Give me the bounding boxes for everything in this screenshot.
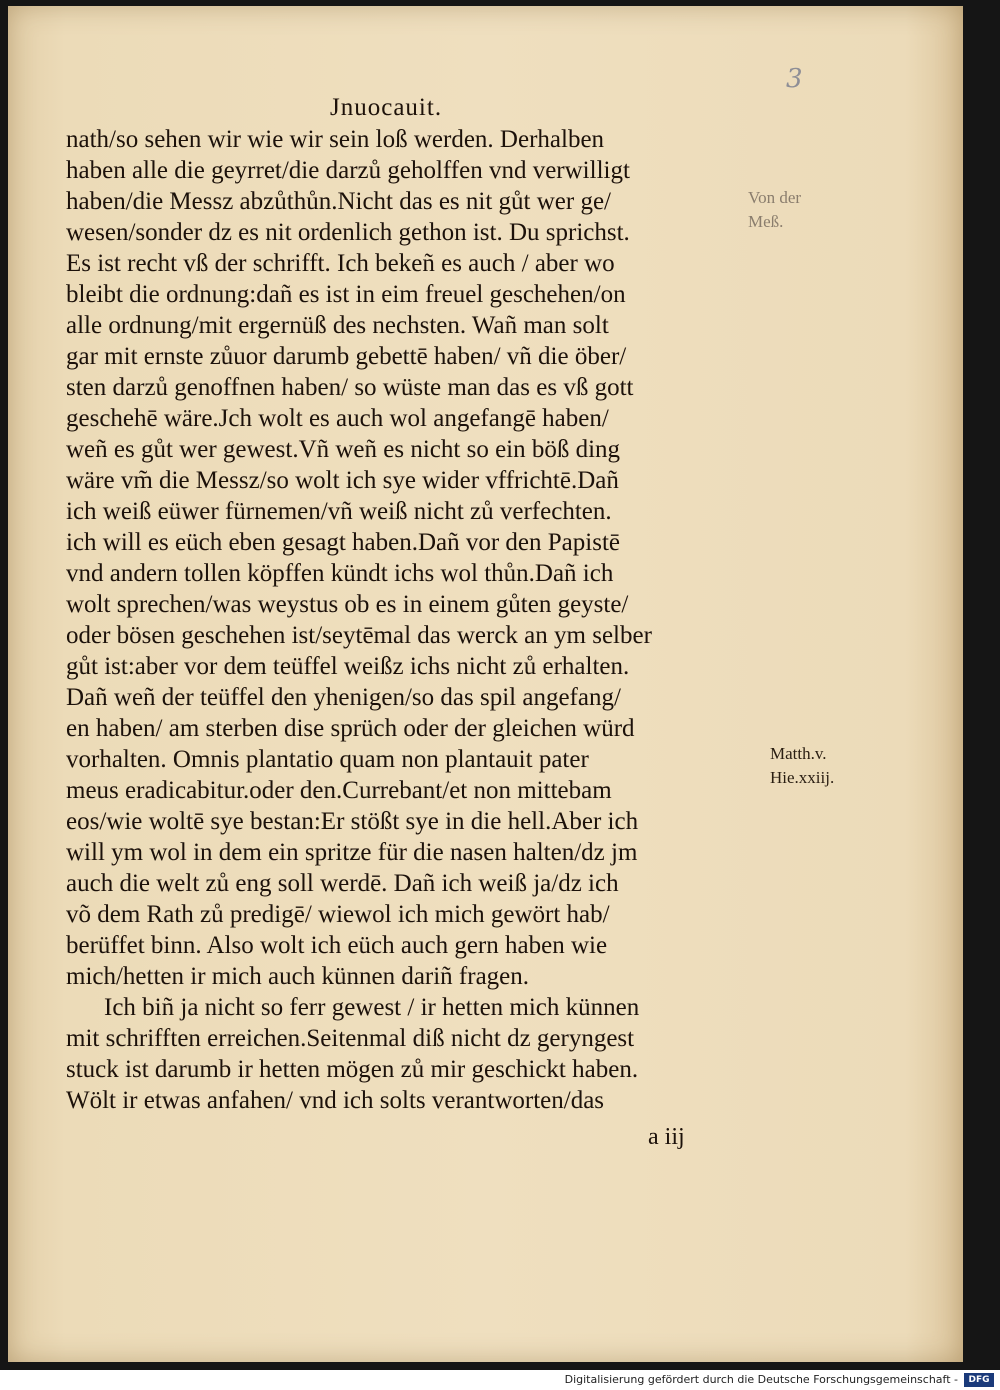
text-line: berüffet binn. Also wolt ich eüch auch gern haben wie — [66, 932, 608, 959]
text-line: wesen/sonder dz es nit ordenlich gethon ist. Du sprichst. — [66, 219, 630, 246]
text-line: vorhalten. Omnis plantatio quam non plantauit pater — [66, 746, 589, 773]
text-line: mit schrifften erreichen.Seitenmal diß nicht dz geryngest — [66, 1025, 635, 1052]
text-line: võ dem Rath zů predigē/ wiewol ich mich gewört hab/ — [66, 901, 610, 928]
text-line: wolt sprechen/was weystus ob es in einem gůten geyste/ — [66, 591, 629, 618]
footer-bar — [0, 1370, 1000, 1390]
text-line: gar mit ernste zůuor darumb gebettē haben/ vñ die öber/ — [66, 343, 627, 370]
text-line: Es ist recht vß der schrifft. Ich bekeñ es auch / aber wo — [66, 250, 615, 277]
text-line: vnd andern tollen köpffen kündt ichs wol thůn.Dañ ich — [66, 560, 614, 587]
text-line: Wölt ir etwas anfahen/ vnd ich solts verantworten/das — [66, 1087, 605, 1114]
margin-note: Von der — [748, 188, 802, 207]
text-line: will ym wol in dem ein spritze für die nasen halten/dz jm — [66, 839, 638, 866]
margin-note: Hie.xxiij. — [770, 768, 835, 787]
text-line: gůt ist:aber vor dem teüffel weißz ichs nicht zů erhalten. — [66, 653, 630, 680]
dfg-logo: DFG — [964, 1373, 994, 1387]
text-line: geschehē wäre.Jch wolt es auch wol angefangē haben/ — [66, 405, 609, 432]
funding-credit: Digitalisierung gefördert durch die Deutsche Forschungsgemeinschaft - — [564, 1373, 958, 1386]
text-line: Ich biñ ja nicht so ferr gewest / ir hetten mich künnen — [104, 994, 640, 1021]
text-line: bleibt die ordnung:dañ es ist in eim freuel geschehen/on — [66, 281, 626, 308]
text-line: ich weiß eüwer fürnemen/vñ weiß nicht zů verfechten. — [66, 498, 612, 525]
text-line: sten darzů genoffnen haben/ so wüste man das es vß gott — [66, 374, 634, 401]
text-line: meus eradicabitur.oder den.Currebant/et non mittebam — [66, 777, 612, 804]
margin-note: Matth.v. — [770, 744, 827, 763]
text-line: auch die welt zů eng soll werdē. Dañ ich weiß ja/dz ich — [66, 870, 619, 897]
text-line: stuck ist darumb ir hetten mögen zů mir geschickt haben. — [66, 1056, 639, 1083]
margin-note: Meß. — [748, 212, 784, 231]
catchword-signature: a iij — [648, 1124, 685, 1150]
text-line: nath/so sehen wir wie wir sein loß werden. Derhalben — [66, 126, 605, 153]
book-page — [8, 6, 963, 1362]
text-line: haben/die Messz abzůthůn.Nicht das es nit gůt wer ge/ — [66, 188, 611, 215]
text-line: en haben/ am sterben dise sprüch oder der gleichen würd — [66, 715, 635, 742]
running-head: Jnuocauit. — [330, 94, 443, 121]
text-line: ich will es eüch eben gesagt haben.Dañ vor den Papistē — [66, 529, 620, 556]
text-line: weñ es gůt wer gewest.Vñ weñ es nicht so ein böß ding — [66, 436, 621, 463]
page-number: 3 — [786, 64, 803, 94]
text-line: haben alle die geyrret/die darzů geholffen vnd verwilligt — [66, 157, 630, 184]
text-line: wäre vm̃ die Messz/so wolt ich sye wider vffrichtē.Dañ — [66, 467, 619, 494]
text-line: Dañ weñ der teüffel den yhenigen/so das spil angefang/ — [66, 684, 621, 711]
text-line: eos/wie woltē sye bestan:Er stößt sye in die hell.Aber ich — [66, 808, 639, 835]
text-line: mich/hetten ir mich auch künnen dariñ fragen. — [66, 963, 530, 990]
text-line: alle ordnung/mit ergernüß des nechsten. Wañ man solt — [66, 312, 609, 339]
text-line: oder bösen geschehen ist/seytēmal das werck an ym selber — [66, 622, 652, 649]
body-text — [66, 124, 774, 1116]
